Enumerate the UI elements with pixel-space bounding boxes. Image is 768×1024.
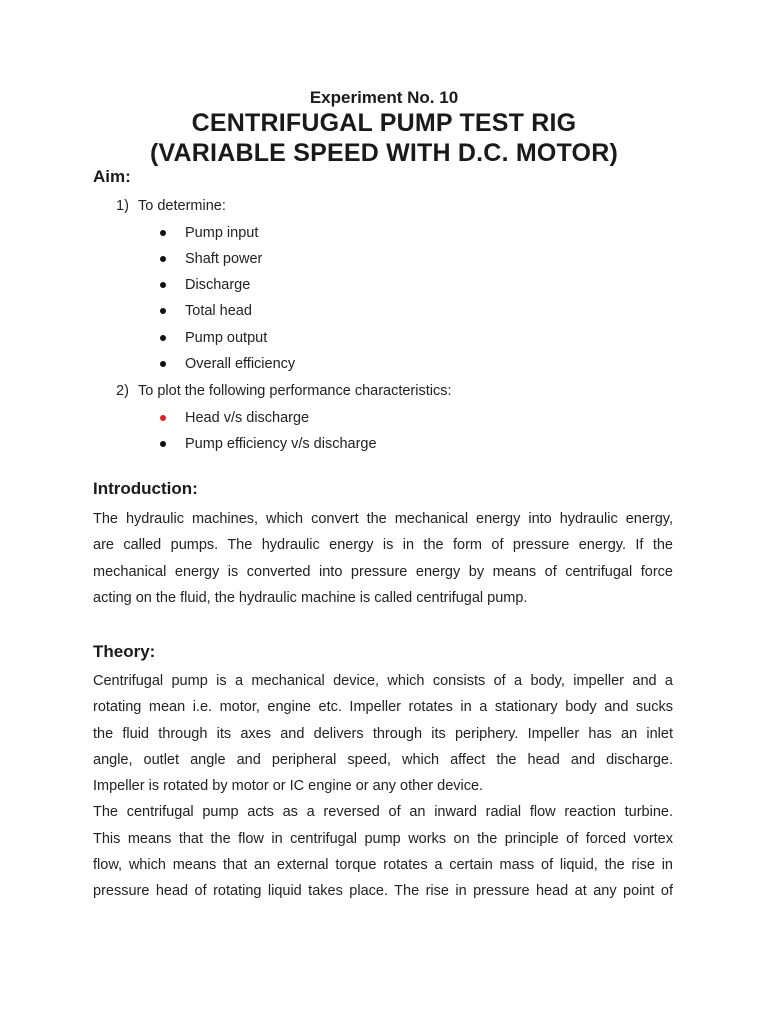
bullet-text: Pump input	[185, 225, 259, 241]
bullet-icon	[160, 335, 166, 341]
paragraph-line: pressure head of rotating liquid takes place. The rise in pressure head at any point of	[93, 883, 673, 900]
aim-item-1-text: To determine:	[138, 198, 226, 214]
aim-item-1-number: 1)	[116, 198, 129, 214]
theory-paragraph	[93, 668, 673, 905]
bullet-icon	[160, 230, 166, 236]
aim-item-1	[116, 197, 226, 215]
bullet-icon	[160, 282, 166, 288]
paragraph-line: the fluid through its axes and delivers through its periphery. Impeller has an inlet	[93, 725, 673, 742]
bullet-icon	[160, 441, 166, 447]
aim-item-2	[116, 382, 452, 400]
paragraph-line: acting on the fluid, the hydraulic machine is called centrifugal pump.	[93, 589, 528, 606]
bullet-text: Total head	[185, 303, 252, 319]
aim-item-2-text: To plot the following performance characteristics:	[138, 383, 452, 399]
introduction-paragraph	[93, 506, 673, 611]
aim-heading: Aim:	[93, 167, 131, 186]
page-title-line-2: (VARIABLE SPEED WITH D.C. MOTOR)	[150, 139, 618, 167]
bullet-icon	[160, 308, 166, 314]
paragraph-line: The hydraulic machines, which convert the mechanical energy into hydraulic energy,	[93, 511, 673, 527]
paragraph-line: The centrifugal pump acts as a reversed of an inward radial flow reaction turbine.	[93, 804, 673, 821]
introduction-heading: Introduction:	[93, 479, 198, 498]
bullet-text: Overall efficiency	[185, 356, 296, 372]
paragraph-line: angle, outlet angle and peripheral speed, which affect the head and discharge.	[93, 751, 673, 768]
bullet-icon	[160, 361, 166, 367]
paragraph-line: Centrifugal pump is a mechanical device, which consists of a body, impeller and a	[93, 673, 673, 689]
bullet-text: Discharge	[185, 277, 251, 293]
bullet-text: Shaft power	[185, 251, 263, 267]
paragraph-line: rotating mean i.e. motor, engine etc. Impeller rotates in a stationary body and sucks	[93, 699, 673, 716]
theory-heading: Theory:	[93, 642, 156, 661]
experiment-number: Experiment No. 10	[309, 88, 459, 107]
paragraph-line: are called pumps. The hydraulic energy is in the form of pressure energy. If the	[93, 537, 673, 554]
bullet-text: Pump output	[185, 330, 268, 346]
paragraph-line: flow, which means that an external torque rotates a certain mass of liquid, the rise in	[93, 857, 673, 874]
paragraph-line: mechanical energy is converted into pressure energy by means of centrifugal force	[93, 563, 673, 580]
bullet-icon	[160, 415, 166, 421]
page-title-line-1: CENTRIFUGAL PUMP TEST RIG	[191, 109, 577, 137]
paragraph-line: Impeller is rotated by motor or IC engine or any other device.	[93, 778, 484, 795]
bullet-text: Pump efficiency v/s discharge	[185, 436, 377, 452]
bullet-icon	[160, 256, 166, 262]
bullet-text: Head v/s discharge	[185, 410, 310, 426]
aim-item-2-number: 2)	[116, 383, 129, 399]
paragraph-line: This means that the flow in centrifugal pump works on the principle of forced vortex	[93, 830, 673, 847]
